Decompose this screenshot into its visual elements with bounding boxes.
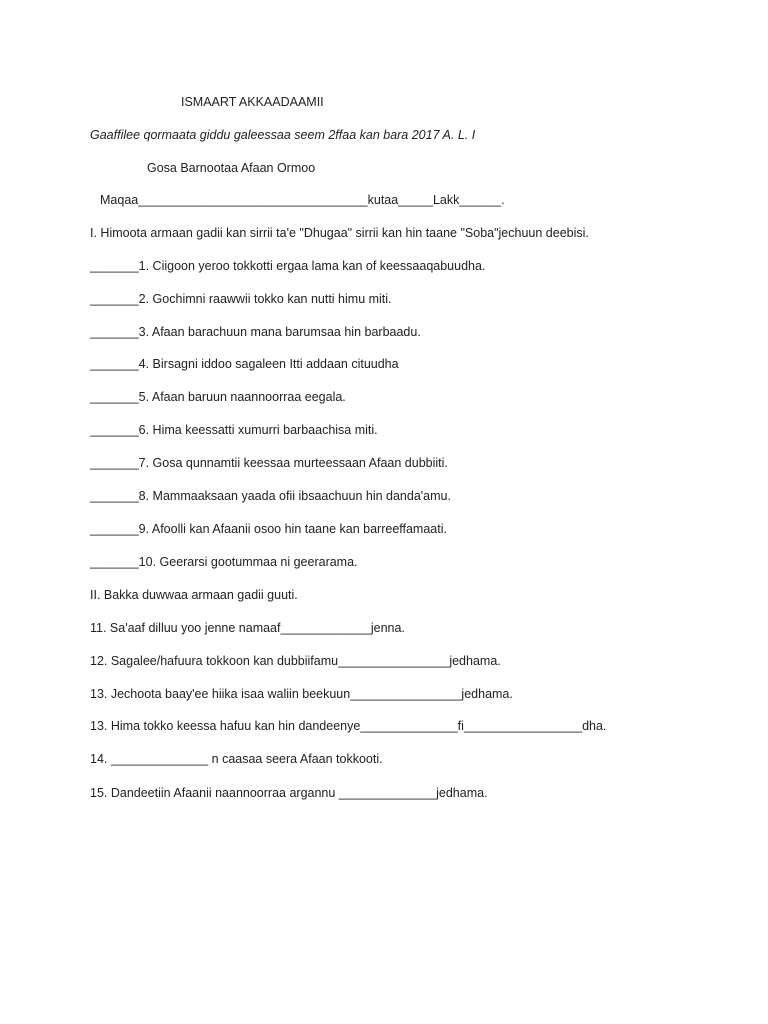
question-item: 12. Sagalee/hafuura tokkoon kan dubbiifamu________________jedhama. bbox=[90, 654, 501, 668]
question-item: 15. Dandeetiin Afaanii naannoorraa argannu ______________jedhama. bbox=[90, 786, 488, 800]
question-item: 14. ______________ n caasaa seera Afaan tokkooti. bbox=[90, 752, 383, 766]
question-item: 13. Jechoota baay'ee hiika isaa waliin beekuun________________jedhama. bbox=[90, 687, 513, 701]
question-item: 11. Sa'aaf dilluu yoo jenne namaaf_____________jenna. bbox=[90, 621, 405, 635]
question-item: _______4. Birsagni iddoo sagaleen Itti addaan cituudha bbox=[90, 357, 399, 371]
question-item: _______6. Hima keessatti xumurri barbaachisa miti. bbox=[90, 423, 378, 437]
question-item: _______2. Gochimni raawwii tokko kan nutti himu miti. bbox=[90, 292, 392, 306]
question-item: _______8. Mammaaksaan yaada ofii ibsaachuun hin danda'amu. bbox=[90, 489, 451, 503]
subject-title: Gosa Barnootaa Afaan Ormoo bbox=[147, 161, 316, 175]
question-item: _______5. Afaan baruun naannoorraa eegala. bbox=[90, 390, 346, 404]
section2-instruction: II. Bakka duwwaa armaan gadii guuti. bbox=[90, 588, 298, 602]
question-item: _______3. Afaan barachuun mana barumsaa hin barbaadu. bbox=[90, 325, 421, 339]
school-name: ISMAART AKKAADAAMII bbox=[181, 95, 324, 109]
question-item: _______9. Afoolli kan Afaanii osoo hin taane kan barreeffamaati. bbox=[90, 522, 447, 536]
section1-instruction: I. Himoota armaan gadii kan sirrii ta'e "Dhugaa" sirrii kan hin taane "Soba"jechuun deebisi. bbox=[90, 226, 589, 240]
question-item: _______10. Geerarsi gootummaa ni geerarama. bbox=[90, 555, 358, 569]
question-item: _______1. Ciigoon yeroo tokkotti ergaa lama kan of keessaaqabuudha. bbox=[90, 259, 486, 273]
question-item: _______7. Gosa qunnamtii keessaa murteessaan Afaan dubbiiti. bbox=[90, 456, 448, 470]
question-item: 13. Hima tokko keessa hafuu kan hin dandeenye______________fi_________________dha. bbox=[90, 719, 607, 733]
student-info-line: Maqaa_________________________________kutaa_____Lakk______. bbox=[100, 193, 505, 207]
exam-title: Gaaffilee qormaata giddu galeessaa seem 2ffaa kan bara 2017 A. L. I bbox=[90, 128, 476, 142]
